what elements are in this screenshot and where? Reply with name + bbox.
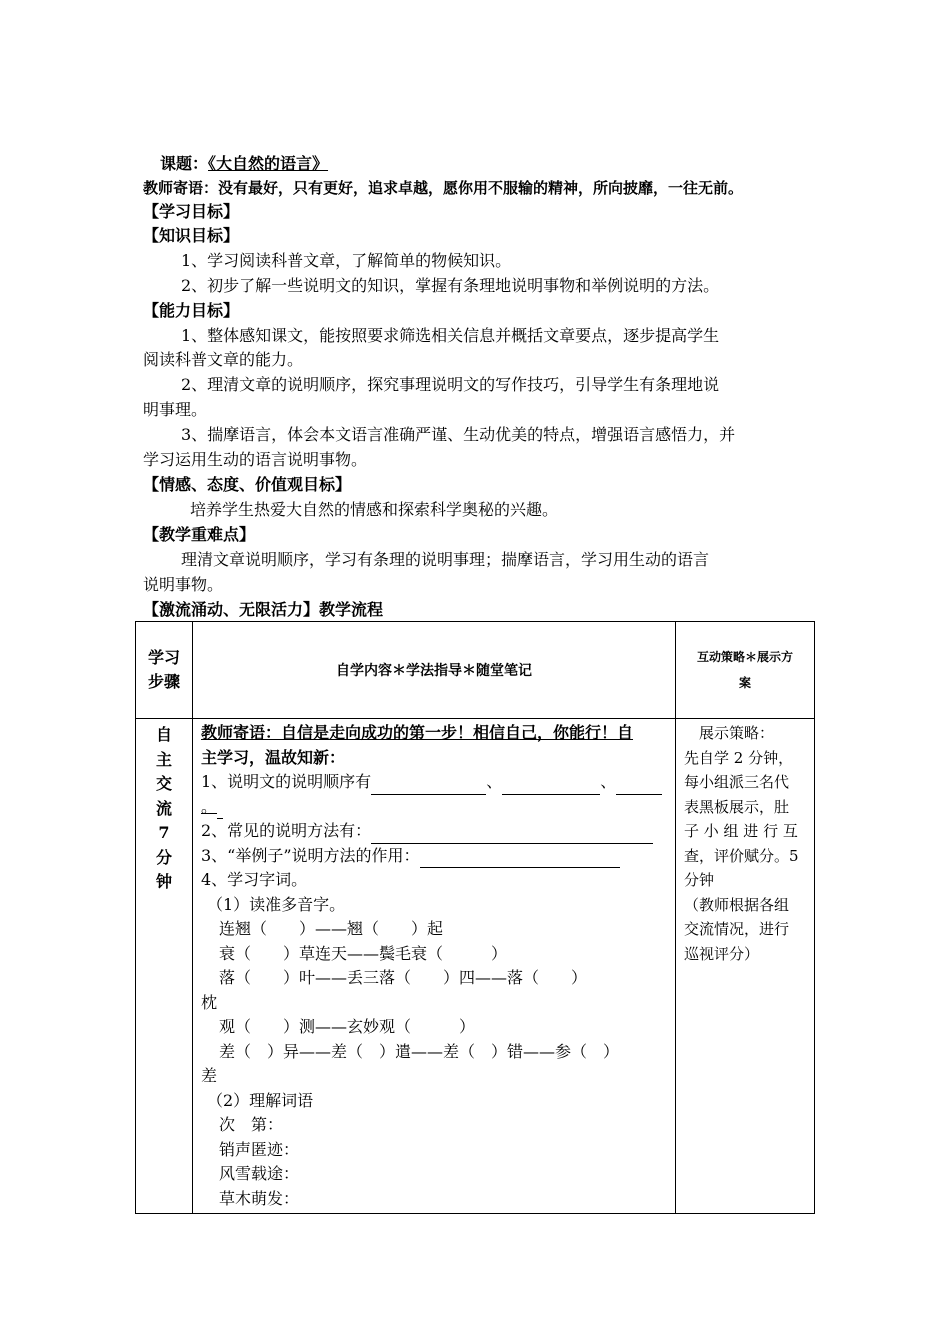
vocab-line: 次 第： <box>219 1115 284 1134</box>
step-char: 自 <box>155 725 172 744</box>
question-2-text: 2、常见的说明方法有： <box>201 821 372 840</box>
strategy-line: 巡视评分） <box>684 944 760 963</box>
knowledge-goal-item: 2、初步了解一些说明文的知识，掌握有条理地说明事物和举例说明的方法。 <box>181 276 720 295</box>
polyphone-line: 连翘（ ）——翘（ ）起 <box>219 919 444 938</box>
teacher-message: 教师寄语：没有最好，只有更好，追求卓越，愿你用不服输的精神，所向披靡，一往无前。 <box>143 179 744 197</box>
vocab-line: 销声匿迹： <box>219 1139 300 1159</box>
knowledge-goal-item: 1、学习阅读科普文章，了解简单的物候知识。 <box>181 251 512 270</box>
lesson-title <box>160 152 840 176</box>
ability-goal-line: 明事理。 <box>143 400 208 419</box>
step-char: 钟 <box>155 872 172 891</box>
ability-goal-line: 3、揣摩语言，体会本文语言准确严谨、生动优美的特点，增强语言感悟力，并 <box>181 425 736 444</box>
polyphone-line: 观（ ）测——玄妙观（ ） <box>219 1017 476 1036</box>
question-3-text: 3、“举例子”说明方法的作用： <box>201 845 420 865</box>
polyphone-line: 差（ ）异——差（ ）遣——差（ ）错——参（ ） <box>219 1041 620 1061</box>
strategy-line: （教师根据各组 <box>684 895 790 914</box>
vocab-line: 风雪载途： <box>219 1164 300 1183</box>
polyphone-line: 落（ ）叶——丢三落（ ）四——落（ ） <box>219 968 588 987</box>
header-content: 自学内容＊学法指导＊随堂笔记 <box>193 622 676 719</box>
strategy-cell <box>676 719 815 1214</box>
strategy-line: 表黑板展示，肚 <box>684 797 790 816</box>
ability-goal-line: 1、整体感知课文，能按照要求筛选相关信息并概括文章要点，逐步提高学生 <box>181 326 720 345</box>
emotion-goal-text: 培养学生热爱大自然的情感和探索科学奥秘的兴趣。 <box>190 500 559 519</box>
key-points-heading: 【教学重难点】 <box>143 525 256 544</box>
teaching-flow-table <box>135 621 815 1214</box>
lesson-title-label: 课题： <box>160 154 209 173</box>
table-header-row <box>136 622 815 719</box>
ability-goal-line: 学习运用生动的语言说明事物。 <box>143 450 368 469</box>
strategy-line: 查，评价赋分。5 <box>684 846 799 865</box>
emotion-goals-heading: 【情感、态度、价值观目标】 <box>143 475 352 494</box>
strategy-line: 分钟 <box>684 871 715 889</box>
strategy-line: 先自学 2 分钟， <box>684 748 794 767</box>
polyphone-line: 枕 <box>201 992 218 1012</box>
subsection-1: （1）读准多音字。 <box>207 894 346 914</box>
strategy-line: 子 小 组 进 行 互 <box>684 822 798 840</box>
ability-goals-heading: 【能力目标】 <box>143 301 240 320</box>
strategy-line: 展示策略： <box>684 724 775 742</box>
polyphone-line: 差 <box>201 1066 218 1085</box>
content-intro: 教师寄语：自信是走向成功的第一步！相信自己，你能行！自 <box>201 723 634 742</box>
answer-blank[interactable] <box>502 776 600 795</box>
answer-blank[interactable] <box>217 800 223 819</box>
question-1-text: 1、说明文的说明顺序有 <box>201 772 372 791</box>
step-char: 交 <box>155 774 172 793</box>
question-1-end <box>201 795 667 820</box>
step-char: 7 <box>158 823 170 842</box>
question-1-end-text: 。 <box>201 796 218 816</box>
answer-blank[interactable] <box>420 849 620 868</box>
polyphone-line: 衰（ ）草连天——鬓毛衰（ ） <box>219 943 508 963</box>
key-points-line: 说明事物。 <box>143 575 224 594</box>
table-row <box>136 719 815 1214</box>
ability-goal-line: 2、理清文章的说明顺序，探究事理说明文的写作技巧，引导学生有条理地说 <box>181 375 720 394</box>
question-1: 1、说明文的说明顺序有 、 、 <box>201 770 667 795</box>
answer-blank[interactable] <box>371 776 486 795</box>
question-4: 4、学习字词。 <box>201 870 308 889</box>
vocab-line: 草木萌发： <box>219 1188 300 1208</box>
question-3 <box>201 844 667 869</box>
step-char: 分 <box>155 847 172 867</box>
content-cell <box>193 719 676 1214</box>
lesson-title-value: 《大自然的语言》 <box>208 154 329 173</box>
header-step-label: 学习步骤 <box>147 648 180 691</box>
key-points-line: 理清文章说明顺序，学习有条理的说明事理；揣摩语言，学习用生动的语言 <box>181 550 710 569</box>
question-2 <box>201 819 667 844</box>
flow-heading: 【激流涌动、无限活力】教学流程 <box>143 600 384 619</box>
ability-goal-line: 阅读科普文章的能力。 <box>143 350 304 369</box>
header-step <box>136 622 193 719</box>
subsection-2: （2）理解词语 <box>207 1090 314 1110</box>
header-strategy-label: 互动策略＊展示方案 <box>696 650 793 690</box>
answer-blank[interactable] <box>616 776 662 795</box>
step-char: 主 <box>155 749 172 769</box>
content-intro: 主学习，温故知新： <box>201 747 346 767</box>
answer-blank[interactable] <box>371 825 653 844</box>
knowledge-goals-heading: 【知识目标】 <box>143 226 240 245</box>
step-cell <box>136 719 193 1214</box>
learning-goals-heading: 【学习目标】 <box>143 202 240 221</box>
strategy-line: 每小组派三名代 <box>684 773 790 791</box>
step-char: 流 <box>155 798 172 818</box>
strategy-line: 交流情况，进行 <box>684 920 790 938</box>
header-strategy <box>676 622 815 719</box>
